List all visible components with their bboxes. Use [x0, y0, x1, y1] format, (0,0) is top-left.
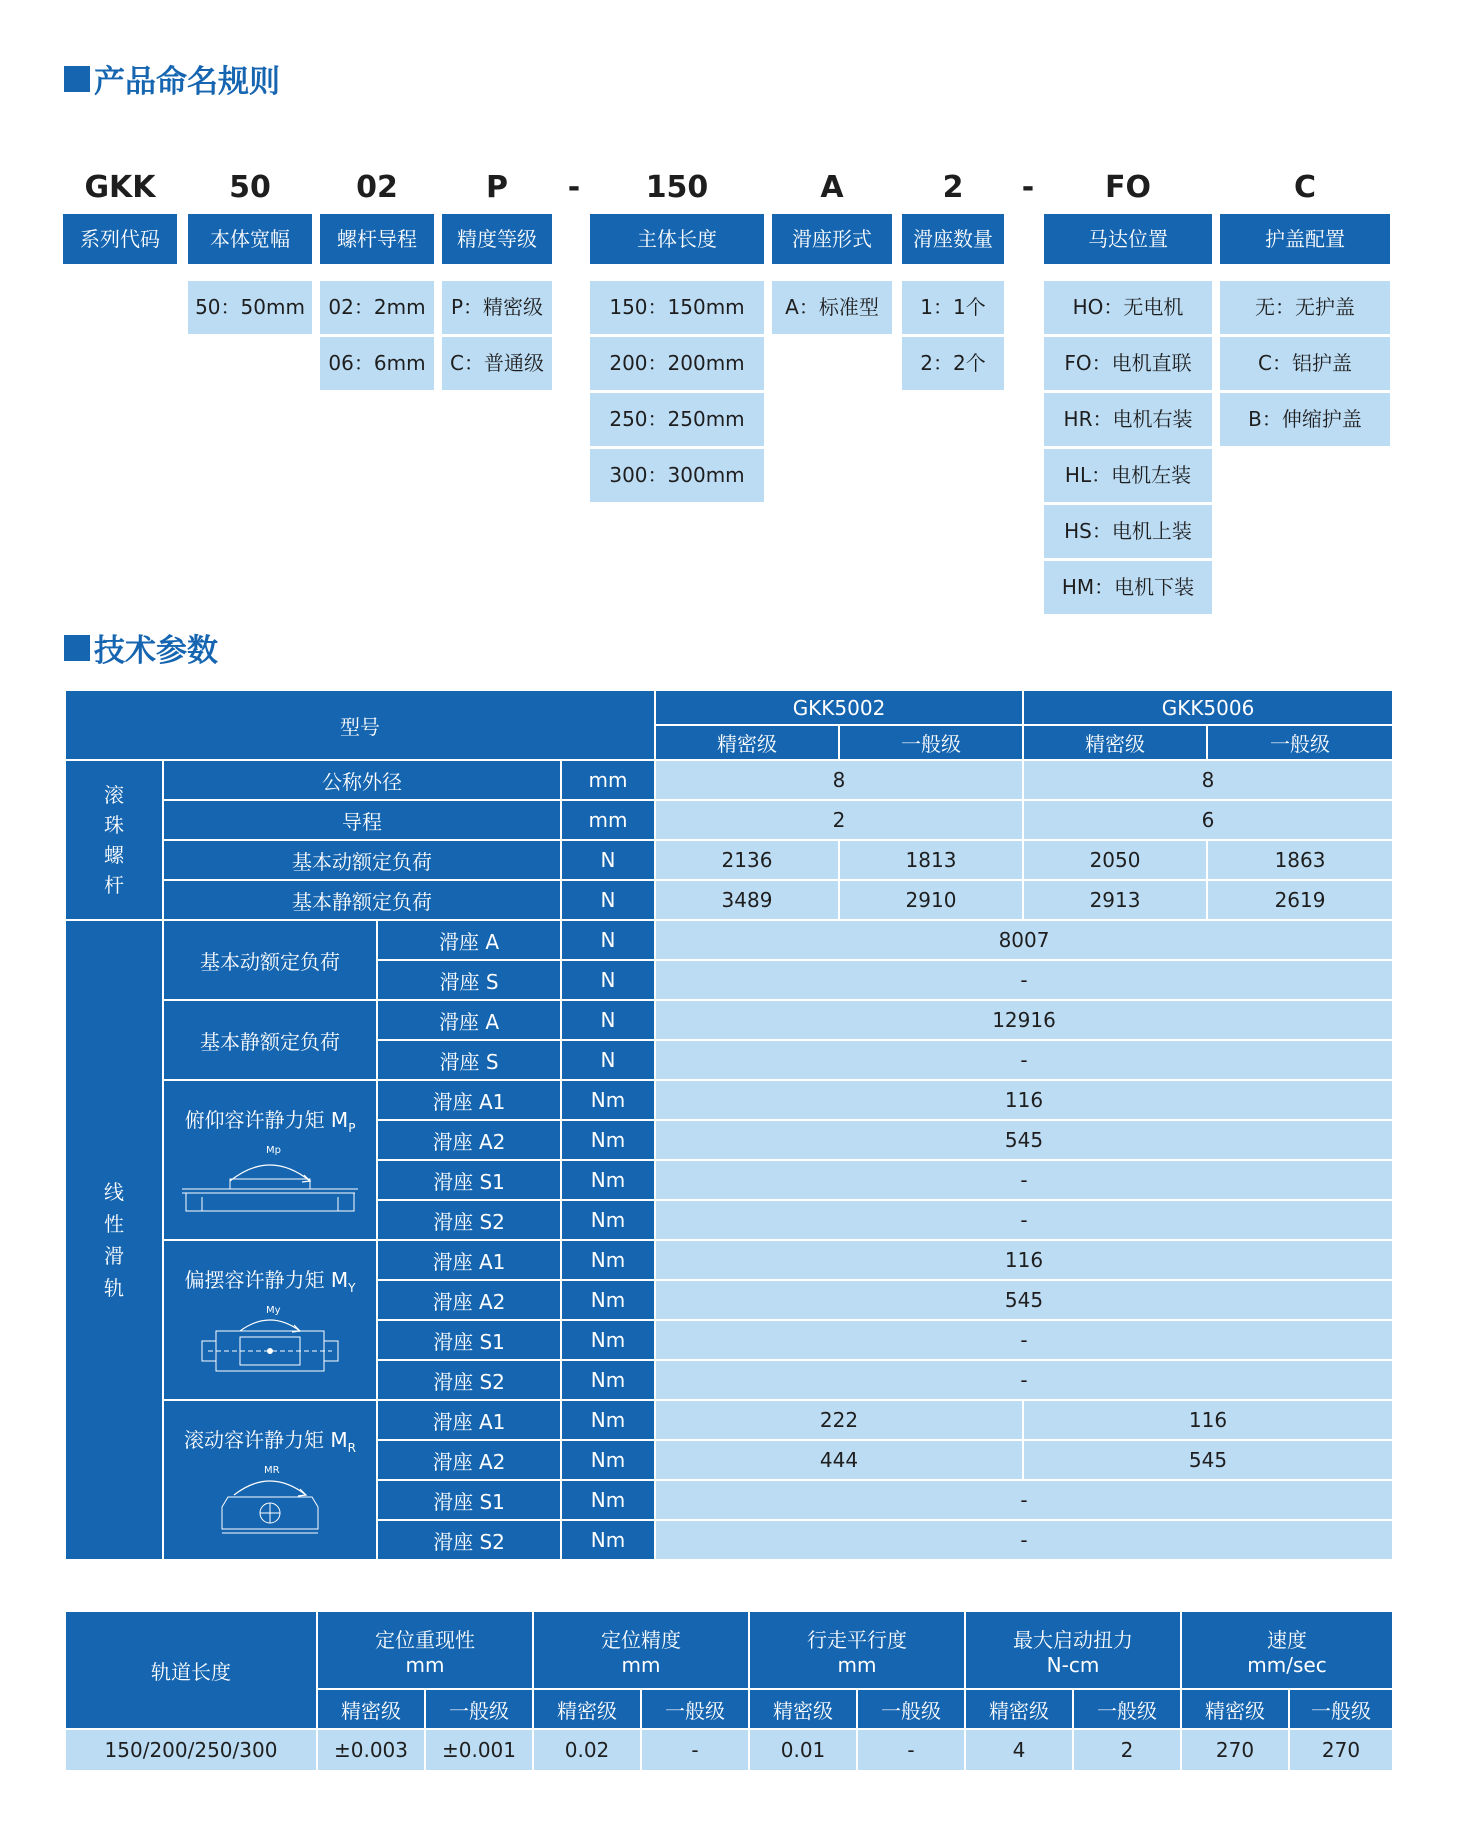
code-width: 50	[229, 170, 271, 205]
option-length: 150：150mm	[590, 281, 764, 334]
slider-name: 滑座 A2	[377, 1440, 561, 1480]
param-unit: mm	[561, 800, 655, 840]
accuracy-value: 0.01	[749, 1729, 857, 1771]
slider-name: 滑座 A2	[377, 1280, 561, 1320]
param-value: -	[655, 960, 1393, 1000]
option-length: 200：200mm	[590, 337, 764, 390]
code-length: 150	[645, 170, 709, 205]
param-name: 导程	[163, 800, 561, 840]
grade-header: 一般级	[1289, 1689, 1393, 1729]
param-unit: Nm	[561, 1240, 655, 1280]
slider-name: 滑座 S2	[377, 1200, 561, 1240]
param-value: 3489	[655, 880, 839, 920]
option-motor: HL：电机左装	[1044, 449, 1212, 502]
option-precision: C：普通级	[442, 337, 552, 390]
slider-name: 滑座 A1	[377, 1400, 561, 1440]
param-value: -	[655, 1480, 1393, 1520]
param-unit: Nm	[561, 1080, 655, 1120]
param-unit: Nm	[561, 1120, 655, 1160]
param-unit: Nm	[561, 1360, 655, 1400]
slider-name: 滑座 S1	[377, 1480, 561, 1520]
label-cover: 护盖配置	[1220, 214, 1390, 264]
param-value: 116	[655, 1240, 1393, 1280]
grade-header: 精密级	[533, 1689, 641, 1729]
slider-name: 滑座 S2	[377, 1360, 561, 1400]
param-unit: Nm	[561, 1400, 655, 1440]
param-unit: Nm	[561, 1200, 655, 1240]
param-unit: N	[561, 880, 655, 920]
option-width: 50：50mm	[188, 281, 312, 334]
param-value: 116	[655, 1080, 1393, 1120]
model-gkk5006: GKK5006	[1023, 690, 1393, 725]
param-value: 8	[655, 760, 1023, 800]
accuracy-value: -	[857, 1729, 965, 1771]
grade-header: 一般级	[839, 725, 1023, 760]
param-value: 2	[655, 800, 1023, 840]
code-slider-qty: 2	[942, 170, 964, 205]
param-value: -	[655, 1200, 1393, 1240]
group-label-char: 珠	[104, 813, 124, 837]
group-header-speed: 速度 mm/sec	[1181, 1611, 1393, 1689]
accuracy-value: 0.02	[533, 1729, 641, 1771]
param-roll-moment	[163, 1400, 377, 1560]
group-header-parallelism: 行走平行度 mm	[749, 1611, 965, 1689]
param-value: -	[655, 1160, 1393, 1200]
param-unit: N	[561, 1000, 655, 1040]
yaw-moment-diagram-icon	[178, 1301, 362, 1377]
param-name: 基本动额定负荷	[163, 920, 377, 1000]
grade-header: 精密级	[1023, 725, 1207, 760]
accuracy-value: 270	[1181, 1729, 1289, 1771]
param-name: 基本静额定负荷	[163, 1000, 377, 1080]
param-value: -	[655, 1320, 1393, 1360]
accuracy-value: -	[641, 1729, 749, 1771]
rail-length-value: 150/200/250/300	[65, 1729, 317, 1771]
slider-name: 滑座 S1	[377, 1320, 561, 1360]
param-unit: N	[561, 960, 655, 1000]
grade-header: 一般级	[1073, 1689, 1181, 1729]
code-lead: 02	[356, 170, 398, 205]
grade-header: 一般级	[425, 1689, 533, 1729]
roll-moment-diagram-icon	[178, 1461, 362, 1537]
param-unit: Nm	[561, 1520, 655, 1560]
accuracy-value: 2	[1073, 1729, 1181, 1771]
option-motor: HO：无电机	[1044, 281, 1212, 334]
svg-text:Mp: Mp	[266, 1144, 281, 1156]
param-name: 基本静额定负荷	[163, 880, 561, 920]
rail-length-header: 轨道长度	[65, 1611, 317, 1729]
param-value: -	[655, 1520, 1393, 1560]
param-value: 8	[1023, 760, 1393, 800]
option-length: 250：250mm	[590, 393, 764, 446]
param-name: 偏摆容许静力矩 $M_Y$	[184, 1267, 356, 1295]
group-label-char: 杆	[104, 873, 124, 897]
option-slider-qty: 2：2个	[902, 337, 1004, 390]
param-value: 545	[1023, 1440, 1393, 1480]
grade-header: 一般级	[641, 1689, 749, 1729]
svg-text:MR: MR	[264, 1464, 280, 1476]
accuracy-value: 270	[1289, 1729, 1393, 1771]
square-bullet-icon	[64, 66, 90, 92]
label-width: 本体宽幅	[188, 214, 312, 264]
option-motor: HS：电机上装	[1044, 505, 1212, 558]
group-label-char: 轨	[104, 1276, 124, 1300]
option-cover: B：伸缩护盖	[1220, 393, 1390, 446]
slider-name: 滑座 A2	[377, 1120, 561, 1160]
grade-header: 一般级	[857, 1689, 965, 1729]
option-lead: 02：2mm	[320, 281, 434, 334]
option-precision: P：精密级	[442, 281, 552, 334]
group-label-char: 滚	[104, 783, 124, 807]
param-value: -	[655, 1040, 1393, 1080]
param-value: 2913	[1023, 880, 1207, 920]
code-dash-1: -	[567, 170, 581, 205]
param-value: 2136	[655, 840, 839, 880]
group-header-accuracy: 定位精度 mm	[533, 1611, 749, 1689]
accuracy-value: ±0.001	[425, 1729, 533, 1771]
slider-name: 滑座 S2	[377, 1520, 561, 1560]
param-unit: Nm	[561, 1320, 655, 1360]
group-label-char: 螺	[104, 843, 124, 867]
option-motor: HR：电机右装	[1044, 393, 1212, 446]
grade-header: 精密级	[655, 725, 839, 760]
param-value: 6	[1023, 800, 1393, 840]
square-bullet-icon	[64, 635, 90, 661]
param-yaw-moment	[163, 1240, 377, 1400]
label-length: 主体长度	[590, 214, 764, 264]
option-slider-qty: 1：1个	[902, 281, 1004, 334]
param-unit: mm	[561, 760, 655, 800]
param-value: 2050	[1023, 840, 1207, 880]
param-unit: Nm	[561, 1160, 655, 1200]
param-unit: Nm	[561, 1280, 655, 1320]
param-value: -	[655, 1360, 1393, 1400]
param-value: 2910	[839, 880, 1023, 920]
group-linear-rail	[65, 920, 163, 1560]
code-dash-2: -	[1021, 170, 1035, 205]
tech-heading: 技术参数	[64, 625, 218, 670]
slider-name: 滑座 S1	[377, 1160, 561, 1200]
option-cover: C：铝护盖	[1220, 337, 1390, 390]
param-value: 222	[655, 1400, 1023, 1440]
param-value: 545	[655, 1120, 1393, 1160]
param-value: 8007	[655, 920, 1393, 960]
label-slider-type: 滑座形式	[772, 214, 892, 264]
slider-name: 滑座 A1	[377, 1080, 561, 1120]
param-value: 2619	[1207, 880, 1393, 920]
slider-name: 滑座 S	[377, 1040, 561, 1080]
code-cover: C	[1293, 170, 1317, 205]
pitch-moment-diagram-icon	[178, 1141, 362, 1217]
group-label	[66, 1177, 162, 1303]
label-slider-qty: 滑座数量	[902, 214, 1004, 264]
code-motor: FO	[1105, 170, 1151, 205]
label-lead: 螺杆导程	[320, 214, 434, 264]
group-label-char: 性	[104, 1212, 124, 1236]
option-cover: 无：无护盖	[1220, 281, 1390, 334]
label-motor: 马达位置	[1044, 214, 1212, 264]
param-value: 1813	[839, 840, 1023, 880]
group-header-torque: 最大启动扭力 N-cm	[965, 1611, 1181, 1689]
group-header-repeatability: 定位重现性 mm	[317, 1611, 533, 1689]
option-motor: HM：电机下装	[1044, 561, 1212, 614]
option-motor: FO：电机直联	[1044, 337, 1212, 390]
param-unit: Nm	[561, 1440, 655, 1480]
grade-header: 精密级	[1181, 1689, 1289, 1729]
param-value: 545	[655, 1280, 1393, 1320]
group-label-char: 线	[104, 1180, 124, 1204]
group-ball-screw	[65, 760, 163, 920]
param-value: 444	[655, 1440, 1023, 1480]
accuracy-value: ±0.003	[317, 1729, 425, 1771]
param-unit: N	[561, 1040, 655, 1080]
naming-heading: 产品命名规则	[64, 56, 280, 101]
slider-name: 滑座 A1	[377, 1240, 561, 1280]
code-series: GKK	[84, 170, 156, 205]
param-value: 116	[1023, 1400, 1393, 1440]
param-name: 滚动容许静力矩 $M_R$	[184, 1427, 356, 1455]
param-value: 12916	[655, 1000, 1393, 1040]
accuracy-value: 4	[965, 1729, 1073, 1771]
group-label-char: 滑	[104, 1244, 124, 1268]
label-precision: 精度等级	[442, 214, 552, 264]
param-unit: N	[561, 840, 655, 880]
grade-header: 精密级	[317, 1689, 425, 1729]
slider-name: 滑座 S	[377, 960, 561, 1000]
option-length: 300：300mm	[590, 449, 764, 502]
label-series: 系列代码	[63, 214, 177, 264]
grade-header: 一般级	[1207, 725, 1393, 760]
code-slider-type: A	[820, 170, 844, 205]
param-unit: N	[561, 920, 655, 960]
param-name: 基本动额定负荷	[163, 840, 561, 880]
slider-name: 滑座 A	[377, 1000, 561, 1040]
param-name: 公称外径	[163, 760, 561, 800]
param-name: 俯仰容许静力矩 $M_P$	[184, 1107, 356, 1135]
slider-name: 滑座 A	[377, 920, 561, 960]
tech-table	[64, 689, 1394, 1561]
svg-text:My: My	[266, 1304, 281, 1316]
option-lead: 06：6mm	[320, 337, 434, 390]
model-gkk5002: GKK5002	[655, 690, 1023, 725]
code-precision: P	[486, 170, 508, 205]
param-unit: Nm	[561, 1480, 655, 1520]
param-pitch-moment	[163, 1080, 377, 1240]
option-slider-type: A：标准型	[772, 281, 892, 334]
grade-header: 精密级	[965, 1689, 1073, 1729]
model-header: 型号	[65, 690, 655, 760]
group-label	[66, 780, 162, 900]
accuracy-table	[64, 1610, 1394, 1772]
grade-header: 精密级	[749, 1689, 857, 1729]
param-value: 1863	[1207, 840, 1393, 880]
